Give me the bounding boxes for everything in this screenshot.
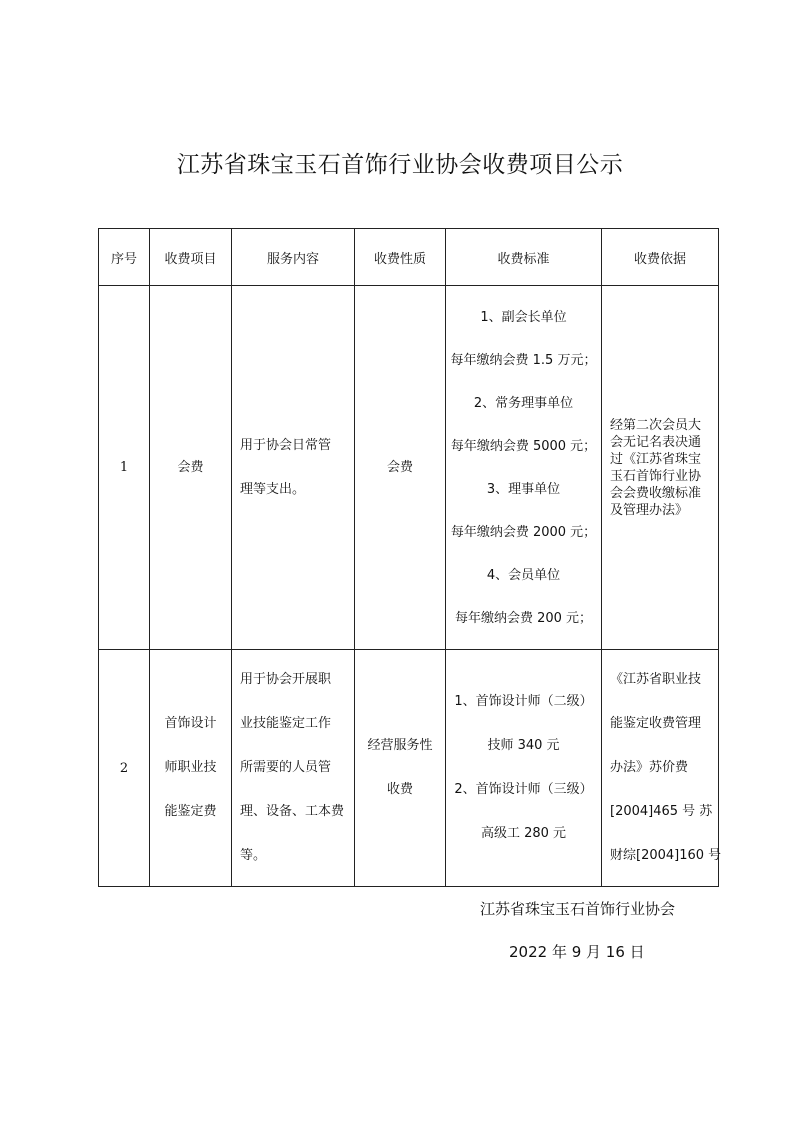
table-row: [99, 286, 719, 650]
header-standard: 收费标准: [446, 229, 602, 286]
fee-basis-line: 《江苏省职业技: [610, 672, 702, 687]
fee-item-line: 师职业技: [164, 760, 217, 775]
fee-basis-line: [2004]465 号 苏: [610, 804, 713, 819]
table-header-row: [99, 229, 719, 286]
fee-item: [150, 650, 232, 887]
row-number: 1: [99, 286, 150, 650]
page-title: 江苏省珠宝玉石首饰行业协会收费项目公示: [176, 152, 624, 178]
fee-standard-line: 每年缴纳会费 5000 元；: [450, 438, 597, 454]
fee-standard-line: 每年缴纳会费 1.5 万元；: [450, 352, 597, 368]
fee-nature: [355, 650, 446, 887]
row-number: 2: [99, 650, 150, 887]
service-content-line: 理、设备、工本费: [240, 804, 345, 819]
fee-item-line: 会费: [177, 460, 204, 475]
fee-standard: [446, 650, 602, 887]
fee-nature: [355, 286, 446, 650]
fee-standard: [446, 286, 602, 650]
footer-date: 2022 年 9 月 16 日: [509, 943, 645, 961]
service-content-line: 用于协会开展职: [240, 672, 332, 687]
fee-table: [98, 228, 722, 887]
fee-nature-line: 会费: [386, 460, 413, 475]
fee-item-line: 能鉴定费: [164, 804, 217, 819]
fee-item-line: 首饰设计: [164, 716, 217, 731]
fee-standard-line: 高级工 280 元: [480, 826, 567, 841]
service-content: [232, 286, 355, 650]
fee-standard-line: 4、会员单位: [486, 567, 561, 583]
service-content-line: 所需要的人员管: [240, 760, 332, 775]
service-content-line: 业技能鉴定工作: [240, 716, 332, 731]
fee-nature-line: 经营服务性: [367, 738, 433, 753]
service-content-line: 用于协会日常管: [240, 437, 332, 453]
header-basis: 收费依据: [602, 229, 719, 286]
fee-standard-line: 每年缴纳会费 200 元；: [454, 610, 593, 626]
header-no: 序号: [99, 229, 150, 286]
fee-standard-line: 2、首饰设计师（三级）: [454, 782, 593, 797]
table-row: [99, 650, 719, 887]
fee-standard-line: 1、副会长单位: [480, 309, 567, 325]
fee-basis: 经第二次会员大会无记名表决通过《江苏省珠宝玉石首饰行业协会会费收缴标准及管理办法》: [602, 286, 719, 650]
fee-basis-line: 财综[2004]160 号: [610, 848, 722, 863]
footer-organization: 江苏省珠宝玉石首饰行业协会: [480, 900, 676, 918]
service-content-line: 等。: [240, 848, 267, 863]
fee-standard-line: 1、首饰设计师（二级）: [454, 694, 593, 709]
fee-standard-line: 2、常务理事单位: [473, 395, 574, 411]
fee-basis-line: 办法》苏价费: [610, 760, 689, 775]
fee-standard-line: 技师 340 元: [487, 738, 560, 753]
fee-basis-line: 能鉴定收费管理: [610, 716, 702, 731]
service-content: [232, 650, 355, 887]
fee-standard-line: 3、理事单位: [486, 481, 561, 497]
header-nature: 收费性质: [355, 229, 446, 286]
fee-basis: [602, 650, 722, 887]
header-item: 收费项目: [150, 229, 232, 286]
fee-nature-line: 收费: [386, 782, 413, 797]
service-content-line: 理等支出。: [240, 481, 306, 497]
fee-item: [150, 286, 232, 650]
fee-standard-line: 每年缴纳会费 2000 元；: [450, 524, 597, 540]
header-content: 服务内容: [232, 229, 355, 286]
